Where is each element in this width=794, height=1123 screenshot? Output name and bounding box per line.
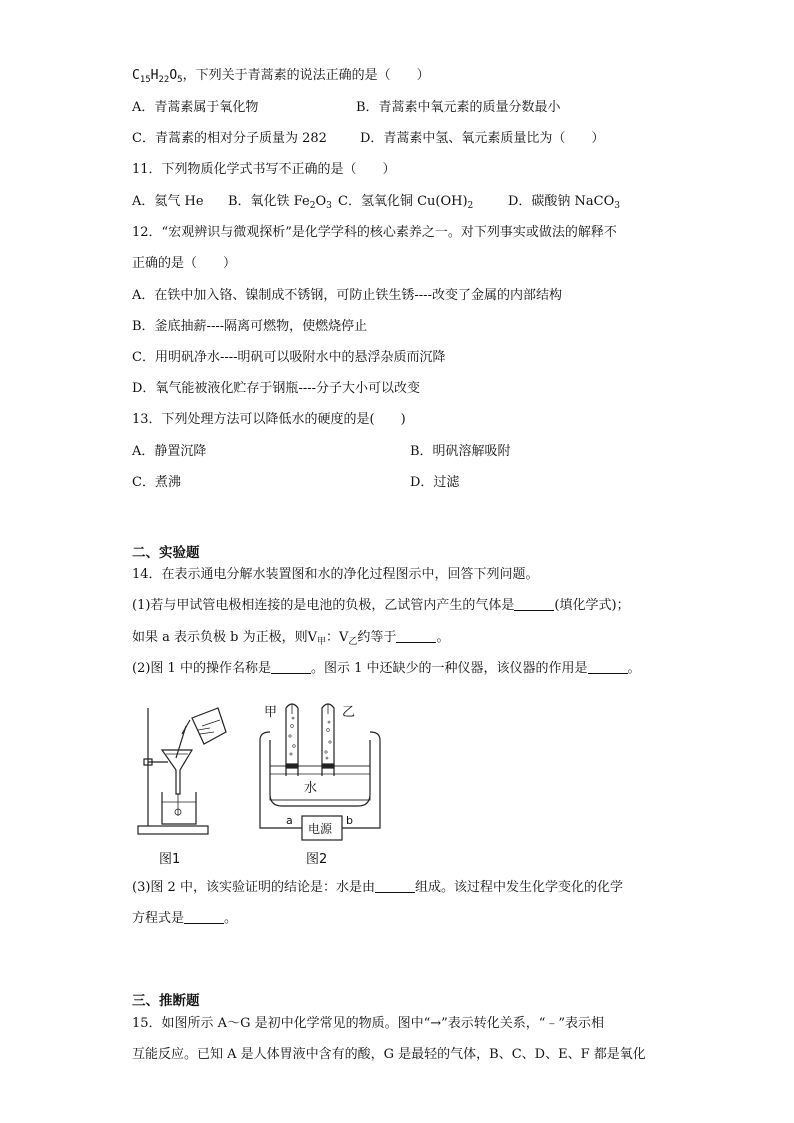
- q10-stem: $C_{15}H_{22}O_5$，下列关于青蒿素的说法正确的是（ ）: [132, 68, 430, 85]
- q10-option-c: C．青蒿素的相对分子质量为 282: [132, 131, 327, 146]
- q14-part1-line1: (1)若与甲试管电极相连接的是电池的负极，乙试管内产生的气体是 (填化学式)；: [132, 598, 630, 613]
- section-title-inference: 三、推断题: [132, 993, 200, 1009]
- fig2-label-b: b: [346, 814, 353, 827]
- q10-option-a: A．青蒿素属于氧化物: [132, 100, 259, 115]
- q14-part3-line1: (3)图 2 中，该实验证明的结论是：水是由 组成。该过程中发生化学变化的化学: [132, 880, 623, 895]
- answer-blank: [396, 630, 436, 643]
- q11-option-a: A．氦气 He: [132, 194, 204, 209]
- q14-stem: 14．在表示通电分解水装置图和水的净化过程图示中，回答下列问题。: [132, 567, 539, 582]
- q10-option-b: B．青蒿素中氧元素的质量分数最小: [356, 100, 561, 115]
- fig2-label-yi: 乙: [342, 705, 356, 720]
- q15-stem-line1: 15．如图所示 A～G 是初中化学常见的物质。图中“→”表示转化关系，“﹣”表示相: [132, 1016, 605, 1031]
- q10-option-d: D．青蒿素中氢、氧元素质量比为（ ）: [360, 131, 605, 146]
- answer-blank: [588, 661, 628, 674]
- q13-option-d: D．过滤: [410, 475, 460, 490]
- fig2-label-jia: 甲: [264, 705, 278, 720]
- q13-option-b: B．明矾溶解吸附: [410, 444, 511, 459]
- q13-stem: 13．下列处理方法可以降低水的硬度的是( ): [132, 412, 406, 427]
- fig2-label-water: 水: [304, 781, 318, 796]
- figure1-filtration: [132, 698, 232, 840]
- q12-option-d: D．氧气能被液化贮存于钢瓶----分子大小可以改变: [132, 381, 420, 396]
- section-title-experiment: 二、实验题: [132, 545, 200, 561]
- answer-blank: [375, 880, 415, 893]
- fig2-label-power: 电源: [308, 822, 333, 836]
- answer-blank: [271, 661, 311, 674]
- q11-option-b: B．氧化铁 $Fe_2O_3$: [228, 194, 332, 211]
- fig2-label-a: a: [286, 814, 293, 827]
- q12-option-a: A．在铁中加入铬、镍制成不锈钢，可防止铁生锈----改变了金属的内部结构: [132, 288, 562, 303]
- q14-part1-line2: 如果 a 表示负极 b 为正极，则$V_甲$：$V_乙$约等于 。: [132, 630, 450, 647]
- figure2-caption: 图2: [306, 852, 328, 867]
- q11-stem: 11．下列物质化学式书写不正确的是（ ）: [132, 162, 396, 177]
- q11-option-c: C．氢氧化铜 $Cu(OH)_2$: [338, 194, 474, 211]
- q12-stem-line2: 正确的是（ ）: [132, 256, 237, 271]
- q14-part3-line2: 方程式是 。: [132, 911, 238, 926]
- q12-option-c: C．用明矾净水----明矾可以吸附水中的悬浮杂质而沉降: [132, 350, 446, 365]
- q13-option-a: A．静置沉降: [132, 444, 207, 459]
- figure2-electrolysis: [250, 696, 390, 846]
- q15-stem-line2: 互能反应。已知 A 是人体胃液中含有的酸，G 是最轻的气体，B、C、D、E、F 都是氧化: [132, 1047, 646, 1062]
- q12-option-b: B．釜底抽薪----隔离可燃物，使燃烧停止: [132, 319, 368, 334]
- answer-blank: [184, 911, 224, 924]
- q12-stem-line1: 12．“宏观辨识与微观探析”是化学学科的核心素养之一。对下列事实或做法的解释不: [132, 225, 617, 240]
- q11-option-d: D．碳酸钠 NaCO$_3$: [508, 194, 621, 211]
- q13-option-c: C．煮沸: [132, 475, 181, 490]
- q14-part2: (2)图 1 中的操作名称是 。图示 1 中还缺少的一种仪器，该仪器的作用是 。: [132, 661, 641, 676]
- answer-blank: [514, 598, 554, 611]
- figure1-caption: 图1: [159, 852, 181, 867]
